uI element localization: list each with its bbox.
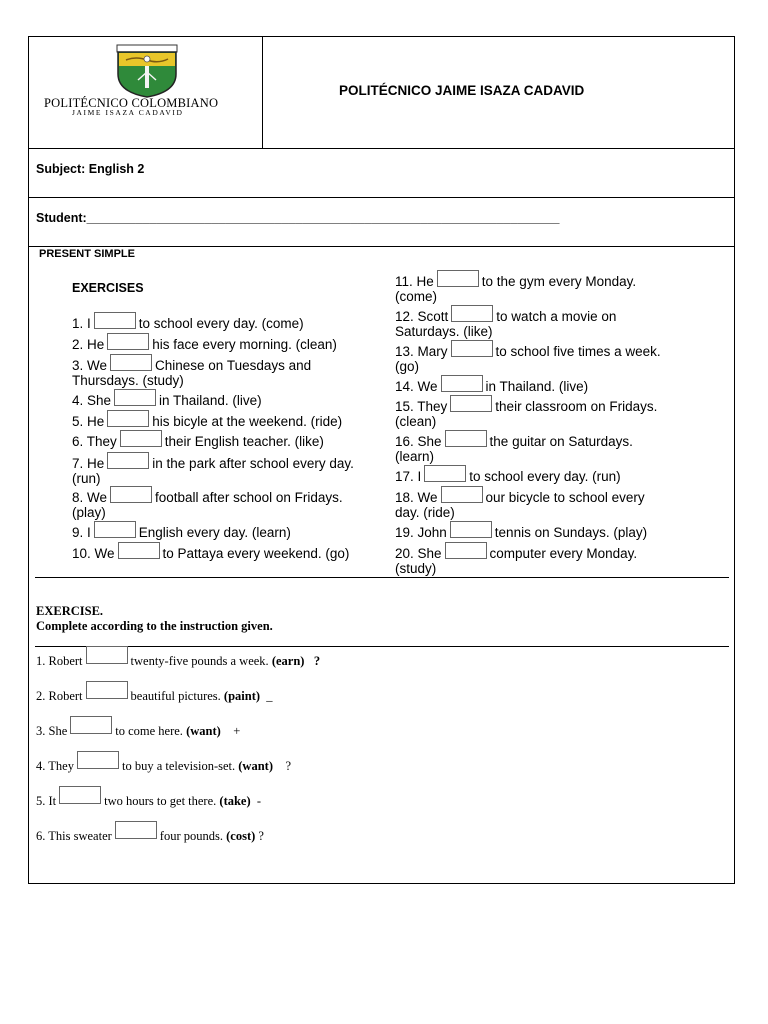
answer-box[interactable]	[441, 375, 483, 392]
item-text: to buy a television-set.	[121, 759, 236, 773]
item-text: in Thailand. (live)	[485, 379, 589, 394]
answer-box[interactable]	[107, 452, 149, 469]
logo-text-line2: JAIME ISAZA CADAVID	[72, 108, 184, 117]
school-logo	[44, 42, 254, 120]
right-item-20	[395, 547, 637, 576]
answer-box[interactable]	[445, 542, 487, 559]
item-sign: _	[266, 689, 273, 703]
item-text-cont: Thursdays. (study)	[72, 372, 184, 388]
left-item-10	[72, 547, 349, 562]
item-verb: (want)	[186, 724, 221, 738]
answer-box[interactable]	[94, 312, 136, 329]
shield-icon	[112, 44, 182, 98]
answer-box[interactable]	[86, 681, 128, 699]
left-item-1	[72, 317, 304, 332]
item-number: 14. We	[395, 379, 438, 394]
exercise2-item-4	[36, 759, 291, 774]
exercise2-instruction: Complete according to the instruction given.	[36, 619, 273, 633]
left-item-7	[72, 457, 354, 486]
item-text: to school five times a week.	[495, 344, 661, 359]
answer-box[interactable]	[77, 751, 119, 769]
answer-box[interactable]	[110, 354, 152, 371]
answer-box[interactable]	[424, 465, 466, 482]
item-number: 11. He	[395, 274, 434, 289]
item-number: 6. This sweater	[36, 829, 112, 843]
right-item-17	[395, 470, 621, 485]
item-text: beautiful pictures.	[130, 689, 221, 703]
exercises-title: EXERCISES	[72, 281, 144, 295]
item-number: 1. Robert	[36, 654, 83, 668]
item-number: 9. I	[72, 525, 91, 540]
left-item-8	[72, 491, 343, 520]
item-text-cont: (come)	[395, 288, 438, 304]
answer-box[interactable]	[107, 333, 149, 350]
item-text-cont: (study)	[395, 560, 437, 576]
item-text: to Pattaya every weekend. (go)	[162, 546, 350, 561]
left-item-4	[72, 394, 262, 409]
left-item-5	[72, 415, 342, 430]
item-text: computer every Monday.	[489, 546, 638, 561]
header-bottom-line	[28, 148, 735, 149]
right-item-16	[395, 435, 633, 464]
item-text-cont: Saturdays. (like)	[395, 323, 493, 339]
answer-box[interactable]	[70, 716, 112, 734]
item-number: 3. She	[36, 724, 68, 738]
item-number: 4. They	[36, 759, 74, 773]
item-text: tennis on Sundays. (play)	[494, 525, 648, 540]
answer-box[interactable]	[451, 305, 493, 322]
item-text: in Thailand. (live)	[159, 393, 262, 408]
answer-box[interactable]	[107, 410, 149, 427]
answer-box[interactable]	[59, 786, 101, 804]
header-divider	[262, 36, 263, 148]
left-item-2	[72, 338, 337, 353]
item-text: two hours to get there.	[104, 794, 217, 808]
exercise2-item-5	[36, 794, 261, 809]
right-item-13	[395, 345, 661, 374]
item-number: 2. Robert	[36, 689, 83, 703]
item-text-cont: (run)	[72, 470, 101, 486]
item-number: 17. I	[395, 469, 422, 484]
item-verb: (earn)	[271, 654, 305, 668]
right-item-18	[395, 491, 645, 520]
item-text: to school every day. (run)	[469, 469, 621, 484]
item-number: 18. We	[395, 490, 438, 505]
answer-box[interactable]	[114, 389, 156, 406]
item-number: 3. We	[72, 358, 108, 373]
item-number: 13. Mary	[395, 344, 448, 359]
right-item-15	[395, 400, 657, 429]
instruction-separator	[35, 646, 729, 647]
answer-box[interactable]	[118, 542, 160, 559]
answer-box[interactable]	[86, 646, 128, 664]
item-number: 20. She	[395, 546, 442, 561]
exercise2-item-1	[36, 654, 320, 669]
page-title: POLITÉCNICO JAIME ISAZA CADAVID	[339, 83, 585, 98]
item-number: 15. They	[395, 399, 448, 414]
right-item-11	[395, 275, 636, 304]
subject-line: Subject: English 2	[36, 162, 145, 176]
answer-box[interactable]	[94, 521, 136, 538]
item-number: 19. John	[395, 525, 447, 540]
item-text-cont: (clean)	[395, 413, 437, 429]
item-text-cont: day. (ride)	[395, 504, 455, 520]
subject-bottom-line	[28, 197, 735, 198]
item-number: 10. We	[72, 546, 115, 561]
item-verb: (want)	[238, 759, 273, 773]
answer-box[interactable]	[445, 430, 487, 447]
answer-box[interactable]	[451, 340, 493, 357]
item-verb: (cost)	[226, 829, 256, 843]
answer-box[interactable]	[450, 521, 492, 538]
item-text: to school every day. (come)	[138, 316, 304, 331]
item-text: their English teacher. (like)	[164, 434, 324, 449]
answer-box[interactable]	[120, 430, 162, 447]
item-text: their classroom on Fridays.	[495, 399, 658, 414]
answer-box[interactable]	[437, 270, 479, 287]
answer-box[interactable]	[110, 486, 152, 503]
item-verb: (take)	[219, 794, 251, 808]
right-item-12	[395, 310, 616, 339]
item-text: in the park after school every day.	[152, 456, 354, 471]
item-number: 12. Scott	[395, 309, 449, 324]
item-sign: ?	[285, 759, 292, 773]
item-sign: -	[256, 794, 262, 808]
item-number: 8. We	[72, 490, 108, 505]
item-text-cont: (learn)	[395, 448, 435, 464]
item-sign: ?	[313, 654, 321, 668]
right-item-19	[395, 526, 647, 541]
item-text: English every day. (learn)	[138, 525, 291, 540]
item-text: Chinese on Tuesdays and	[155, 358, 312, 373]
left-item-6	[72, 435, 324, 450]
item-number: 5. He	[72, 414, 105, 429]
item-text: to come here.	[115, 724, 183, 738]
item-text: to the gym every Monday.	[481, 274, 637, 289]
item-number: 2. He	[72, 337, 105, 352]
item-text-cont: (go)	[395, 358, 420, 374]
item-text: four pounds.	[159, 829, 223, 843]
right-item-14	[395, 380, 588, 395]
logo-text-line1: POLITÉCNICO COLOMBIANO	[44, 96, 219, 110]
item-text: our bicycle to school every	[485, 490, 645, 505]
answer-box[interactable]	[441, 486, 483, 503]
item-text: his face every morning. (clean)	[152, 337, 337, 352]
item-number: 16. She	[395, 434, 442, 449]
item-sign: +	[233, 724, 241, 738]
answer-box[interactable]	[115, 821, 157, 839]
exercise2-item-6	[36, 829, 264, 844]
item-number: 5. It	[36, 794, 57, 808]
item-verb: (paint)	[223, 689, 261, 703]
exercise2-title: EXERCISE.	[36, 604, 104, 618]
student-line: Student:____________________________________________________________________	[36, 211, 560, 225]
item-text-cont: (play)	[72, 504, 106, 520]
item-text: football after school on Fridays.	[155, 490, 343, 505]
student-bottom-line	[28, 246, 735, 247]
item-number: 1. I	[72, 316, 91, 331]
section-title: PRESENT SIMPLE	[39, 248, 135, 260]
item-number: 4. She	[72, 393, 112, 408]
answer-box[interactable]	[450, 395, 492, 412]
item-text: his bicyle at the weekend. (ride)	[152, 414, 343, 429]
item-text: to watch a movie on	[496, 309, 617, 324]
left-item-9	[72, 526, 291, 541]
item-number: 7. He	[72, 456, 105, 471]
item-number: 6. They	[72, 434, 117, 449]
exercise2-item-2	[36, 689, 273, 704]
item-sign: ?	[258, 829, 264, 843]
left-item-3	[72, 359, 311, 388]
exercises-separator	[35, 577, 729, 578]
item-text: the guitar on Saturdays.	[489, 434, 633, 449]
exercise2-item-3	[36, 724, 240, 739]
item-text: twenty-five pounds a week.	[130, 654, 269, 668]
